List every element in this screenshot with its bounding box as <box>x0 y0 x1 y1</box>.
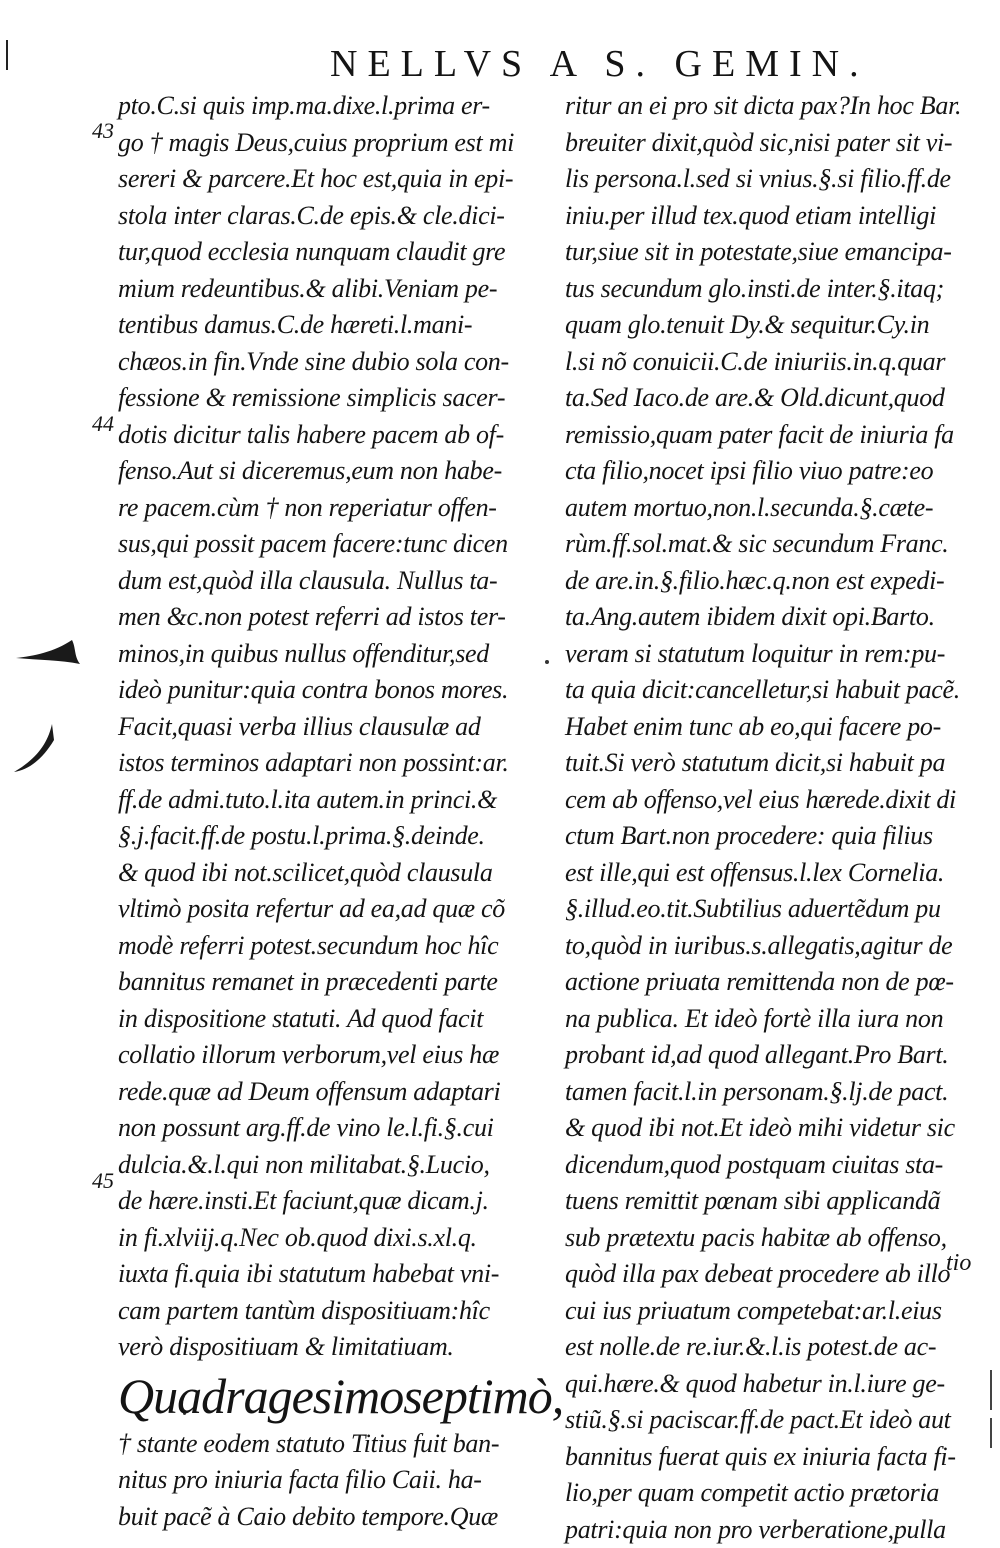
text-line: §.illud.eo.tit.Subtilius aduertẽdum pu <box>565 891 965 928</box>
text-line: in dispositione statuti. Ad quod facit <box>118 1001 538 1038</box>
text-line: dum est,quòd illa clausula. Nullus ta- <box>118 563 538 600</box>
text-line: verò dispositiuam & limitatiuam. <box>118 1329 538 1366</box>
text-line: tentibus damus.C.de hæreti.l.mani- <box>118 307 538 344</box>
text-line: est ille,qui est offensus.l.lex Cornelia. <box>565 855 965 892</box>
text-line: ctum Bart.non procedere: quia filius <box>565 818 965 855</box>
text-line: quòd illa pax debeat procedere ab illo <box>565 1256 965 1293</box>
text-line: tus secundum glo.insti.de inter.§.itaq; <box>565 271 965 308</box>
margin-number-44: 44 <box>92 406 122 443</box>
text-line: ff.de admi.tuto.l.ita autem.in princi.& <box>118 782 538 819</box>
text-line: quam glo.tenuit Dy.& sequitur.Cy.in <box>565 307 965 344</box>
text-line: dicendum,quod postquam ciuitas sta- <box>565 1147 965 1184</box>
text-line: probant id,ad quod allegant.Pro Bart. <box>565 1037 965 1074</box>
text-line: autem mortuo,non.l.secunda.§.cæte- <box>565 490 965 527</box>
text-line: iuxta fi.quia ibi statutum habebat vni- <box>118 1256 538 1293</box>
text-line: tuens remittit pœnam sibi applicandã <box>565 1183 965 1220</box>
text-line: stola inter claras.C.de epis.& cle.dici- <box>118 198 538 235</box>
text-line: breuiter dixit,quòd sic,nisi pater sit vi- <box>565 125 965 162</box>
text-line: tur,quod ecclesia nunquam claudit gre <box>118 234 538 271</box>
text-line: est nolle.de re.iur.&.l.is potest.de ac- <box>565 1329 965 1366</box>
text-line: remissio,quam pater facit de iniuria fa <box>565 417 965 454</box>
pen-stroke-mark <box>14 630 84 670</box>
right-edge-line-bottom <box>990 1418 992 1448</box>
text-line: bannitus remanet in præcedenti parte <box>118 964 538 1001</box>
text-line: fessione & remissione simplicis sacer- <box>118 380 538 417</box>
text-line: ideò punitur:quia contra bonos mores. <box>118 672 538 709</box>
running-head: NELLVS A S. GEMIN. <box>330 38 800 90</box>
text-line: to,quòd in iuribus.s.allegatis,agitur de <box>565 928 965 965</box>
text-line: §.j.facit.ff.de postu.l.prima.§.deinde. <box>118 818 538 855</box>
text-line: † stante eodem statuto Titius fuit ban- <box>118 1426 538 1463</box>
text-line: Facit,quasi verba illius clausulæ ad <box>118 709 538 746</box>
text-line: de hære.insti.Et faciunt,quæ dicam.j. <box>118 1183 538 1220</box>
text-line: bannitus fuerat quis ex iniuria facta fi- <box>565 1439 965 1476</box>
text-line: na publica. Et ideò fortè illa iura non <box>565 1001 965 1038</box>
text-line: dulcia.&.l.qui non militabat.§.Lucio, <box>118 1147 538 1184</box>
text-line: pto.C.si quis imp.ma.dixe.l.prima er- <box>118 88 538 125</box>
text-line: lio,per quam competit actio prætoria <box>565 1475 965 1512</box>
text-line: minos,in quibus nullus offenditur,sed <box>118 636 538 673</box>
text-line: buit pacẽ à Caio debito tempore.Quæ <box>118 1499 538 1536</box>
text-line: fenso.Aut si diceremus,eum non habe- <box>118 453 538 490</box>
text-line: qui.hære.& quod habetur in.l.iure ge- <box>565 1366 965 1403</box>
catchword: tio <box>946 1250 971 1277</box>
text-line: modè referri potest.secundum hoc hîc <box>118 928 538 965</box>
text-line: cta filio,nocet ipsi filio viuo patre:eo <box>565 453 965 490</box>
text-line: ta.Ang.autem ibidem dixit opi.Barto. <box>565 599 965 636</box>
section-heading: Quadragesimoseptimò, <box>118 1366 538 1426</box>
speck <box>545 660 549 664</box>
right-column <box>565 88 965 1548</box>
text-line: non possunt arg.ff.de vino le.l.fi.§.cui <box>118 1110 538 1147</box>
text-line: men &c.non potest referri ad istos ter- <box>118 599 538 636</box>
text-line: go † magis Deus,cuius proprium est mi <box>118 125 538 162</box>
text-line: Habet enim tunc ab eo,qui facere po- <box>565 709 965 746</box>
text-line: rùm.ff.sol.mat.& sic secundum Franc. <box>565 526 965 563</box>
text-line: patri:quia non pro verberatione,pulla <box>565 1512 965 1548</box>
text-line: rede.quæ ad Deum offensum adaptari <box>118 1074 538 1111</box>
text-line: tamen facit.l.in personam.§.lj.de pact. <box>565 1074 965 1111</box>
margin-number-45: 45 <box>92 1163 122 1200</box>
left-edge-rule <box>6 40 8 70</box>
text-line: & quod ibi not.Et ideò mihi videtur sic <box>565 1110 965 1147</box>
text-line: nitus pro iniuria facta filio Caii. ha- <box>118 1462 538 1499</box>
text-line: dotis dicitur talis habere pacem ab of- <box>118 417 538 454</box>
text-line: de are.in.§.filio.hæc.q.non est expedi- <box>565 563 965 600</box>
text-line: ta quia dicit:cancelletur,si habuit pacẽ. <box>565 672 965 709</box>
text-line: re pacem.cùm † non reperiatur offen- <box>118 490 538 527</box>
text-line: l.si nõ conuicii.C.de iniuriis.in.q.quar <box>565 344 965 381</box>
text-line: tur,siue sit in potestate,siue emancipa- <box>565 234 965 271</box>
text-line: ritur an ei pro sit dicta pax?In hoc Bar. <box>565 88 965 125</box>
text-line: vltimò posita refertur ad ea,ad quæ cõ <box>118 891 538 928</box>
text-line: iniu.per illud tex.quod etiam intelligi <box>565 198 965 235</box>
text-line: mium redeuntibus.& alibi.Veniam pe- <box>118 271 538 308</box>
text-line: collatio illorum verborum,vel eius hæ <box>118 1037 538 1074</box>
text-line: tuit.Si verò statutum dicit,si habuit pa <box>565 745 965 782</box>
text-line: lis persona.l.sed si vnius.§.si filio.ff.de <box>565 161 965 198</box>
text-line: & quod ibi not.scilicet,quòd clausula <box>118 855 538 892</box>
pen-stroke-mark <box>8 720 58 780</box>
text-line: istos terminos adaptari non possint:ar. <box>118 745 538 782</box>
text-line: cem ab offenso,vel eius hærede.dixit di <box>565 782 965 819</box>
text-line: sereri & parcere.Et hoc est,quia in epi- <box>118 161 538 198</box>
text-line: chæos.in fin.Vnde sine dubio sola con- <box>118 344 538 381</box>
margin-number-43: 43 <box>92 113 122 150</box>
text-line: actione priuata remittenda non de pœ- <box>565 964 965 1001</box>
text-line: cam partem tantùm dispositiuam:hîc <box>118 1293 538 1330</box>
text-line: cui ius priuatum competebat:ar.l.eius <box>565 1293 965 1330</box>
text-line: stiũ.§.si paciscar.ff.de pact.Et ideò aut <box>565 1402 965 1439</box>
left-column <box>118 88 538 1535</box>
text-line: sub prætextu pacis habitæ ab offenso, <box>565 1220 965 1257</box>
text-line: veram si statutum loquitur in rem:pu- <box>565 636 965 673</box>
text-line: sus,qui possit pacem facere:tunc dicen <box>118 526 538 563</box>
text-line: in fi.xlviij.q.Nec ob.quod dixi.s.xl.q. <box>118 1220 538 1257</box>
right-edge-line-top <box>990 1370 992 1410</box>
text-line: ta.Sed Iaco.de are.& Old.dicunt,quod <box>565 380 965 417</box>
